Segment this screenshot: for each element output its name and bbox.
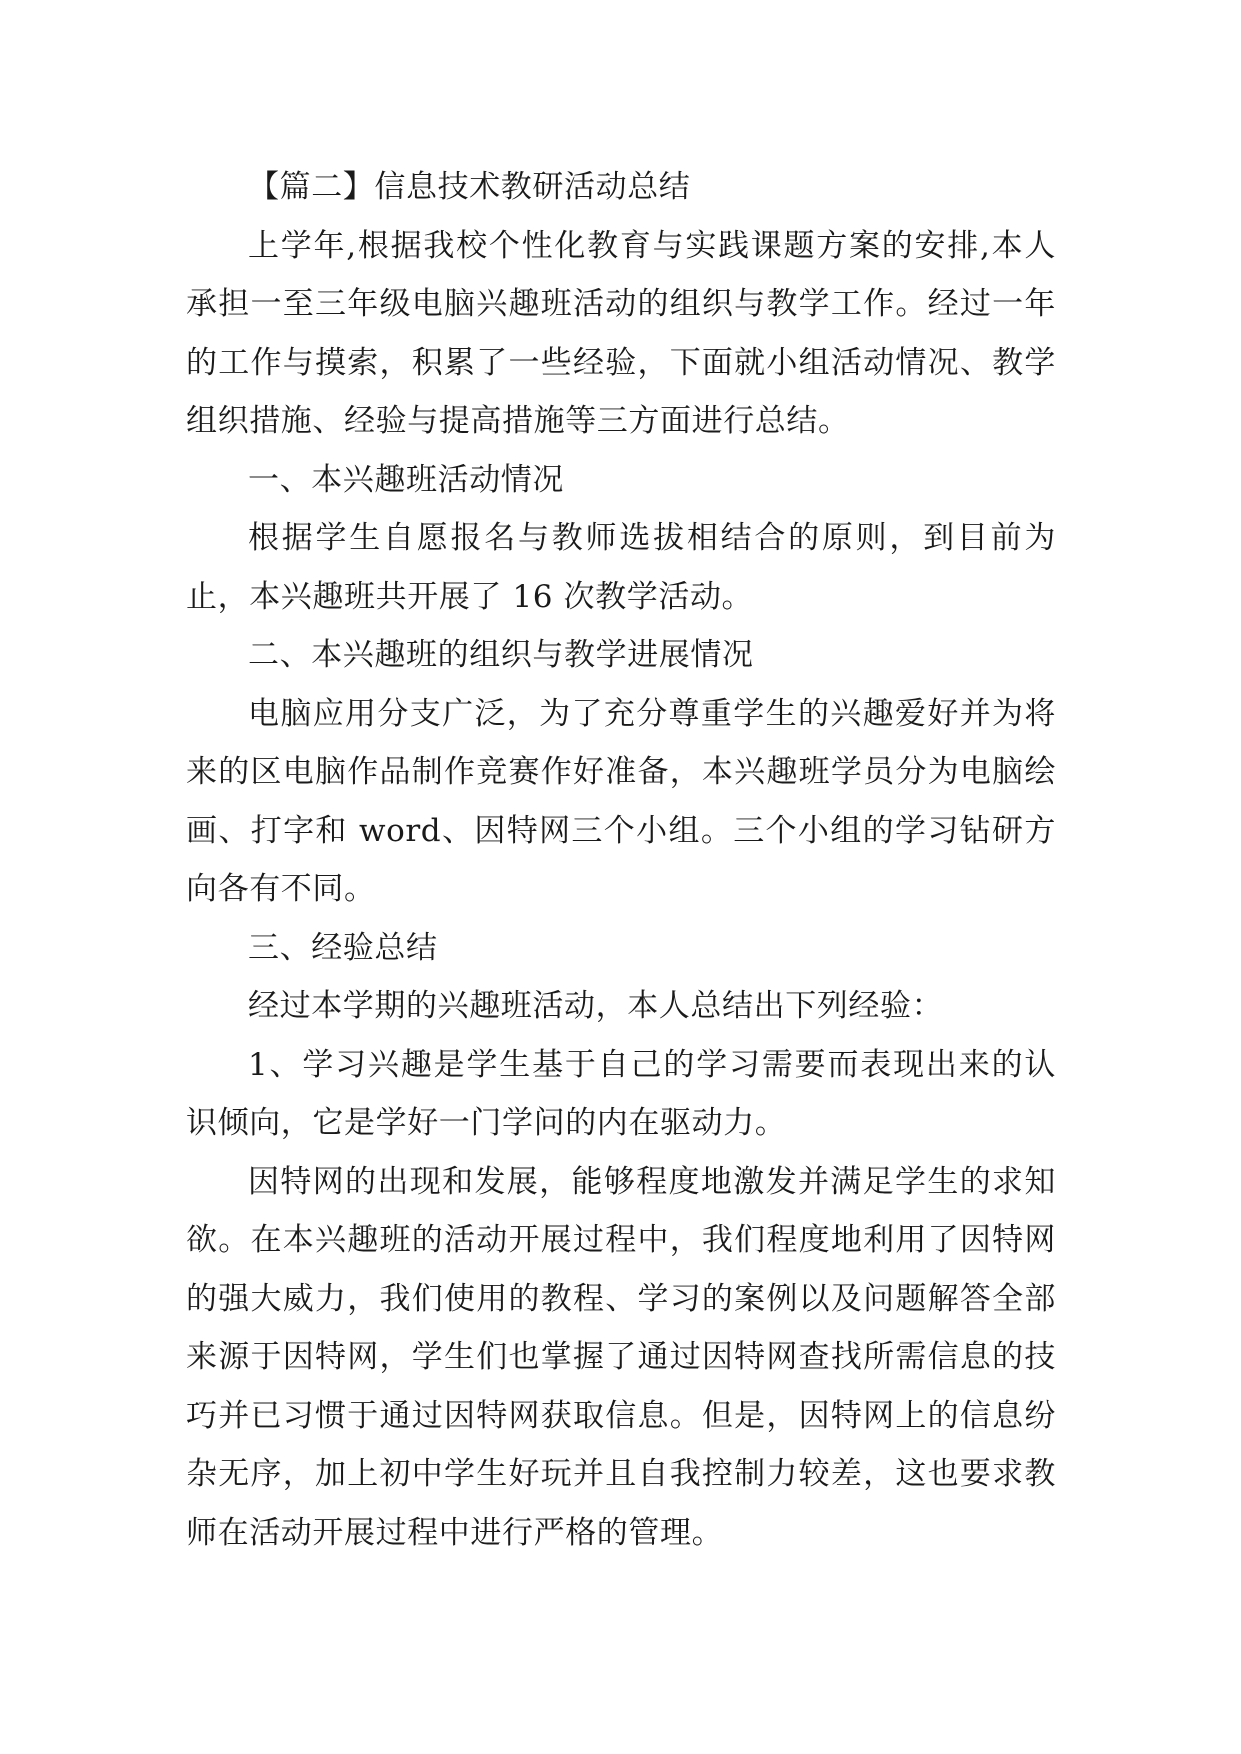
section-heading-2: 二、本兴趣班的组织与教学进展情况 bbox=[248, 637, 754, 673]
paragraph-point-1: 1、学习兴趣是学生基于自己的学习需要而表现出来的认识倾向，它是学好一门学问的内在驱动力。 bbox=[186, 1046, 1056, 1141]
paragraph-internet: 因特网的出现和发展，能够程度地激发并满足学生的求知欲。在本兴趣班的活动开展过程中，我们程度地利用了因特网的强大威力，我们使用的教程、学习的案例以及问题解答全部来源于因特网，学生们也掌握了通过因特网查找所需信息的技巧并已习惯于通过因特网获取信息。但是，因特网上的信息纷杂无序，加上初中学生好玩并且自我控制力较差，这也要求教师在活动开展过程中进行严格的管理。 bbox=[186, 1163, 1056, 1551]
paragraph-summary-lead: 经过本学期的兴趣班活动，本人总结出下列经验： bbox=[248, 988, 944, 1024]
document-heading: 【篇二】信息技术教研活动总结 bbox=[248, 169, 691, 205]
document-body bbox=[186, 158, 1056, 1562]
paragraph-intro: 上学年,根据我校个性化教育与实践课题方案的安排,本人承担一至三年级电脑兴趣班活动的组织与教学工作。经过一年的工作与摸索，积累了一些经验，下面就小组活动情况、教学组织措施、经验与提高措施等三方面进行总结。 bbox=[186, 227, 1056, 439]
paragraph-section-2: 电脑应用分支广泛，为了充分尊重学生的兴趣爱好并为将来的区电脑作品制作竞赛作好准备，本兴趣班学员分为电脑绘画、打字和 word、因特网三个小组。三个小组的学习钻研方向各有不同。 bbox=[186, 695, 1056, 907]
section-heading-3: 三、经验总结 bbox=[248, 929, 438, 966]
paragraph-section-1: 根据学生自愿报名与教师选拔相结合的原则，到目前为止，本兴趣班共开展了 16 次教学活动。 bbox=[186, 520, 1056, 615]
section-heading-1: 一、本兴趣班活动情况 bbox=[248, 461, 564, 498]
